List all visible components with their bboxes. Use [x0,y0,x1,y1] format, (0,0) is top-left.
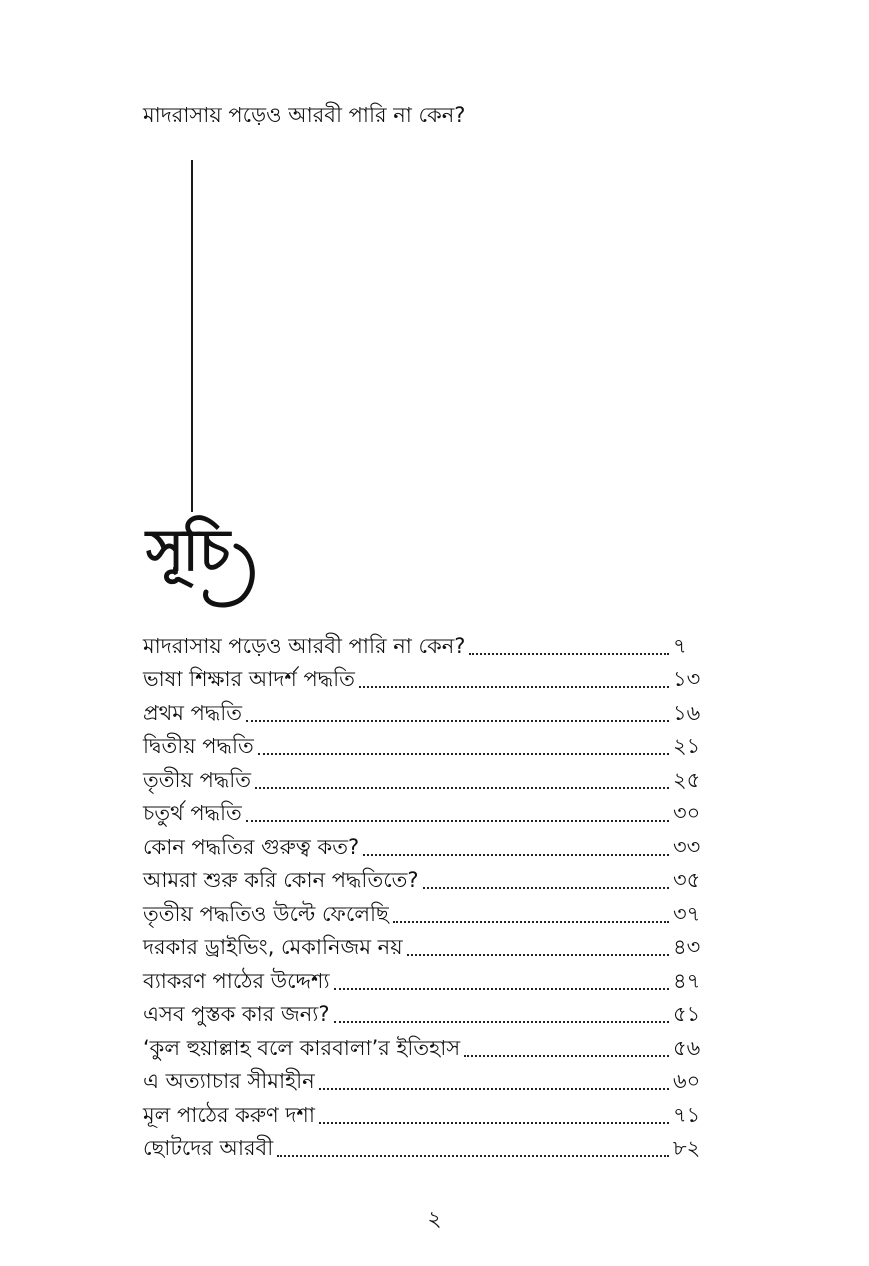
toc-entry-title: ভাষা শিক্ষার আদর্শ পদ্ধতি [143,667,355,691]
toc-entry-page: ৬০ [673,1069,701,1093]
toc-entry-title: চতুর্থ পদ্ধতি [143,801,242,825]
toc-entry-page: ২১ [673,734,701,758]
dot-leader [363,854,669,856]
toc-entry [143,928,703,962]
toc-entry-page: ৪৩ [673,935,701,959]
toc-entry-title: তৃতীয় পদ্ধতি [143,767,251,792]
dot-leader [334,1021,669,1023]
toc-entry-title: এসব পুস্তক কার জন্য? [143,1002,330,1026]
toc-entry-page: ৩৩ [673,834,701,859]
heading-swash-icon [140,508,270,618]
dot-leader [258,753,669,755]
toc-entry [143,693,703,727]
dot-leader [334,988,669,990]
dot-leader [277,1155,669,1157]
dot-leader [423,887,669,889]
toc-entry-page: ৪৭ [673,968,701,993]
toc-entry [143,1129,703,1163]
toc-entry [143,794,703,828]
dot-leader [359,686,669,688]
toc-entry-page: ৫১ [673,1002,701,1026]
toc-entry-page: ১৬ [673,700,701,725]
toc-entry-page: ৩০ [673,801,701,825]
toc-entry [143,1095,703,1129]
toc-entry-page: ৫৬ [673,1035,701,1060]
toc-entry-page: ৭ [673,633,687,658]
toc-entry-page: ৭১ [673,1102,701,1127]
dot-leader [246,720,669,722]
hanging-line [191,160,193,512]
toc-entry-title: আমরা শুরু করি কোন পদ্ধতিতে? [143,868,419,892]
toc-entry-page: ৩৭ [673,901,701,926]
toc-entry [143,760,703,794]
toc-heading [140,508,270,618]
toc-entry [143,995,703,1029]
toc-entry [143,861,703,895]
toc-entry [143,727,703,761]
toc-entry [143,961,703,995]
toc-entry-title: ছোটদের আরবী [143,1136,274,1160]
toc-entry-page: ১৩ [673,667,701,691]
toc-entry-title: দ্বিতীয় পদ্ধতি [143,734,254,758]
toc-entry-title: কোন পদ্ধতির গুরুত্ব কত? [143,834,360,859]
toc-entry [143,827,703,861]
toc-entry-title: তৃতীয় পদ্ধতিও উল্টে ফেলেছি [143,901,389,926]
toc-heading-text: সূচি [146,516,229,584]
toc-entry [143,626,703,660]
toc-entry-title: দরকার ড্রাইভিং, মেকানিজম নয় [143,935,403,959]
page-number: ২ [427,1207,442,1232]
toc-entry-title: মূল পাঠের করুণ দশা [143,1102,315,1127]
toc-entry-page: ৮২ [673,1136,701,1160]
dot-leader [319,1122,669,1124]
dot-leader [246,820,669,822]
toc-entry [143,660,703,694]
toc-entry-title: এ অত্যাচার সীমাহীন [143,1069,315,1093]
toc-entry-page: ৩৫ [673,868,701,892]
toc-entry-title: ‘কুল হুয়াল্লাহ বলে কারবালা’র ইতিহাস [143,1035,461,1060]
toc-entry-page: ২৫ [673,767,701,792]
toc-entry-title: মাদরাসায় পড়েও আরবী পারি না কেন? [143,633,466,658]
toc-list [143,626,703,1162]
dot-leader [464,1055,669,1057]
toc-entry [143,1062,703,1096]
dot-leader [393,921,669,923]
toc-entry-title: ব্যাকরণ পাঠের উদ্দেশ্য [143,968,330,993]
dot-leader [319,1088,669,1090]
dot-leader [255,787,669,789]
dot-leader [469,653,669,655]
running-head: মাদরাসায় পড়েও আরবী পারি না কেন? [143,103,466,127]
toc-entry-title: প্রথম পদ্ধতি [143,700,243,725]
toc-entry [143,894,703,928]
toc-entry [143,1028,703,1062]
dot-leader [407,954,669,956]
